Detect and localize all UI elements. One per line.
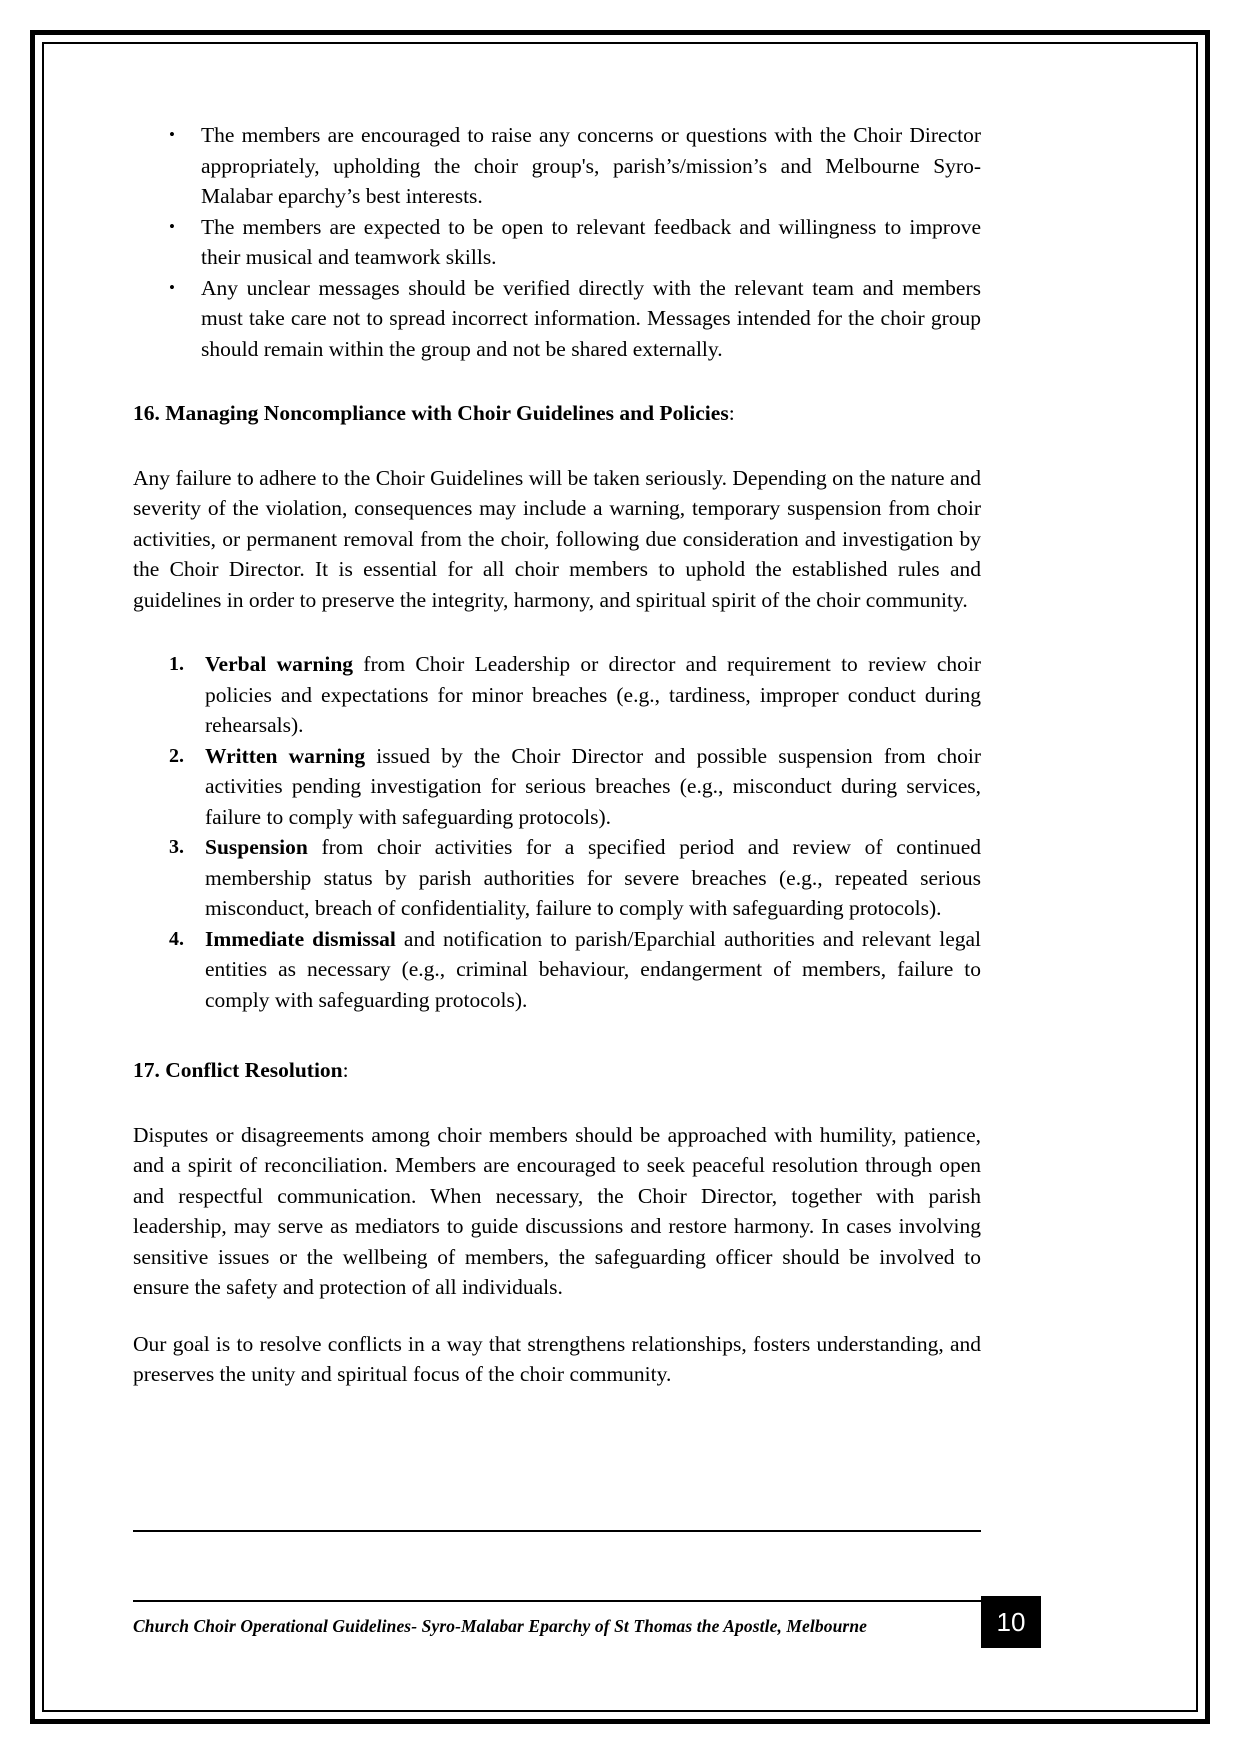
section-16-heading (133, 398, 981, 429)
section-16-paragraph: Any failure to adhere to the Choir Guidelines will be taken seriously. Depending on the nature and severity of the violation, consequences may include a warning, temporary suspension from choir activities, or permanent removal from the choir, following due consideration and investigation by the Choir Director. It is essential for all choir members to uphold the established rules and guidelines in order to preserve the integrity, harmony, and spiritual spirit of the choir community. (133, 465, 981, 612)
list-item-text: and notification to parish/Eparchial authorities and relevant legal entities as necessary (e.g., criminal behaviour, endangerment of members, failure to comply with safeguarding protocols). (205, 926, 982, 1012)
list-item (133, 120, 981, 212)
spacer (133, 1086, 981, 1120)
list-item-lead: Immediate dismissal (205, 926, 396, 951)
list-item-lead: Written warning (205, 743, 366, 768)
section-16-heading-colon: : (728, 401, 735, 425)
list-item (133, 832, 981, 924)
list-item-text: The members are expected to be open to relevant feedback and willingness to improve their musical and teamwork skills. (201, 214, 981, 269)
spacer (133, 429, 981, 463)
list-item-text: from choir activities for a specified period and review of continued membership status by parish authorities for severe breaches (e.g., repeated serious misconduct, breach of confidentiality, failure to comply with safeguarding protocols). (205, 835, 981, 920)
list-item-text: from Choir Leadership or director and requirement to review choir policies and expectations for minor breaches (e.g., tardiness, improper conduct during rehearsals). (205, 652, 982, 737)
footer-rule (133, 1600, 981, 1602)
bullet-icon: • (169, 277, 175, 297)
list-item-number: 2. (169, 744, 184, 767)
list-item-number: 3. (169, 836, 184, 858)
page-content (133, 120, 981, 1390)
page-number-badge: 10 (981, 1596, 1041, 1648)
spacer (133, 364, 981, 398)
section-17-paragraph-1: Disputes or disagreements among choir members should be approached with humility, patience, and a spirit of reconciliation. Members are encouraged to seek peaceful resolution through open and respectful communication. When necessary, the Choir Director, together with parish leadership, may serve as mediators to guide discussions and restore harmony. In cases involving sensitive issues or the wellbeing of members, the safeguarding officer should be involved to ensure the safety and protection of all individuals. (133, 1122, 981, 1299)
list-item-lead: Verbal warning (205, 652, 354, 676)
bullet-icon: • (169, 216, 175, 236)
list-item (133, 212, 981, 273)
section-17-paragraph-2: Our goal is to resolve conflicts in a way that strengthens relationships, fosters understanding, and preserves the unity and spiritual focus of the choir community. (133, 1331, 981, 1386)
content-bottom-rule (133, 1530, 981, 1532)
spacer (133, 1303, 981, 1329)
list-item-text: The members are encouraged to raise any concerns or questions with the Choir Director appropriately, upholding the choir group's, parish’s/mission’s and Melbourne Syro-Malabar eparchy’s best interests. (201, 123, 981, 208)
section-17-heading (133, 1055, 981, 1086)
section-16-heading-text: 16. Managing Noncompliance with Choir Guidelines and Policies (133, 401, 729, 425)
list-item (133, 273, 981, 365)
list-item-text: Any unclear messages should be verified directly with the relevant team and members must take care not to spread incorrect information. Messages intended for the choir group should remain within the group and not be shared externally. (201, 275, 981, 361)
spacer (133, 615, 981, 649)
spacer (133, 1015, 981, 1055)
list-item-text: issued by the Choir Director and possible suspension from choir activities pending investigation for serious breaches (e.g., misconduct during services, failure to comply with safeguarding protocols). (205, 743, 981, 829)
communication-bullet-list (133, 120, 981, 364)
page-footer (133, 1606, 1041, 1654)
list-item (133, 649, 981, 741)
list-item-number: 4. (169, 927, 184, 950)
section-17-heading-colon: : (342, 1058, 349, 1082)
list-item (133, 924, 981, 1016)
noncompliance-consequences-list (133, 649, 981, 1015)
list-item-number: 1. (169, 653, 184, 675)
list-item-lead: Suspension (205, 835, 308, 859)
bullet-icon: • (169, 125, 175, 144)
list-item (133, 741, 981, 833)
footer-title: Church Choir Operational Guidelines- Syro-Malabar Eparchy of St Thomas the Apostle, Melbourne (133, 1616, 868, 1636)
section-17-heading-text: 17. Conflict Resolution (133, 1058, 343, 1082)
